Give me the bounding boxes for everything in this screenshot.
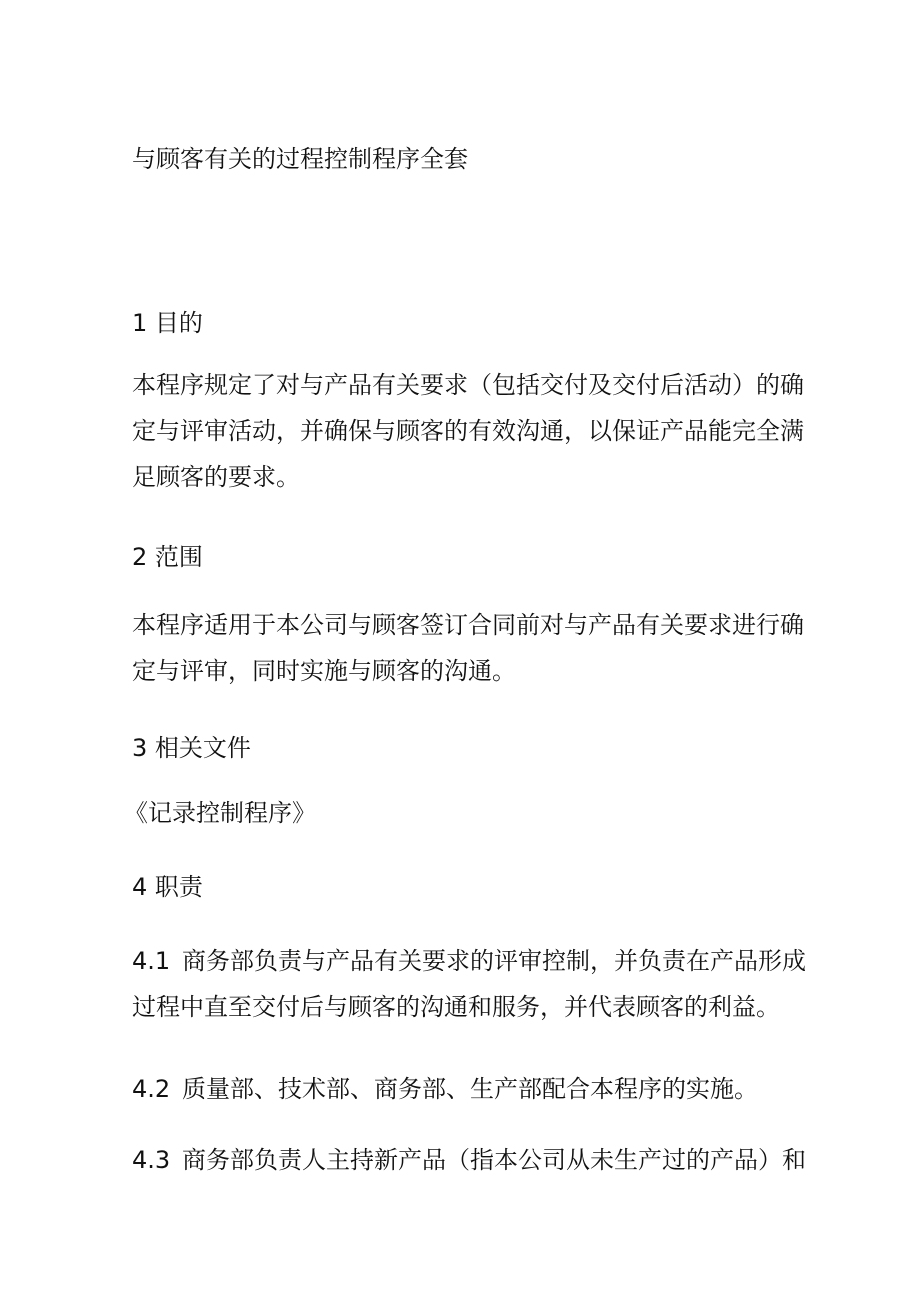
item-number: 4.1 — [132, 947, 171, 975]
section-heading-purpose: 1 目的 — [132, 309, 203, 337]
body-line: 定与评审，同时实施与顾客的沟通。 — [132, 657, 516, 685]
section-body-scope — [132, 602, 804, 694]
section-body-purpose — [132, 362, 804, 500]
body-line — [132, 1137, 806, 1183]
body-line — [132, 1066, 792, 1112]
section-heading-responsibilities: 4 职责 — [132, 873, 203, 901]
body-line: 定与评审活动，并确保与顾客的有效沟通，以保证产品能完全满 — [132, 417, 804, 445]
responsibility-item — [132, 938, 806, 1030]
item-text: 商务部负责与产品有关要求的评审控制，并负责在产品形成 — [182, 947, 806, 975]
item-number: 4.3 — [132, 1146, 171, 1174]
section-heading-scope: 2 范围 — [132, 543, 203, 571]
responsibility-item — [132, 1066, 792, 1112]
item-number: 4.2 — [132, 1075, 171, 1103]
body-line: 本程序适用于本公司与顾客签订合同前对与产品有关要求进行确 — [132, 611, 804, 639]
document-title: 与顾客有关的过程控制程序全套 — [132, 145, 468, 173]
item-text: 商务部负责人主持新产品（指本公司从未生产过的产品）和 — [182, 1146, 806, 1174]
responsibility-item — [132, 1137, 806, 1183]
item-text: 质量部、技术部、商务部、生产部配合本程序的实施。 — [182, 1075, 758, 1103]
body-line: 足顾客的要求。 — [132, 463, 300, 491]
section-heading-related-documents: 3 相关文件 — [132, 734, 251, 762]
related-document-reference: 《记录控制程序》 — [124, 799, 316, 827]
body-line — [132, 938, 806, 984]
body-line: 本程序规定了对与产品有关要求（包括交付及交付后活动）的确 — [132, 371, 804, 399]
body-line: 过程中直至交付后与顾客的沟通和服务，并代表顾客的利益。 — [132, 993, 780, 1021]
